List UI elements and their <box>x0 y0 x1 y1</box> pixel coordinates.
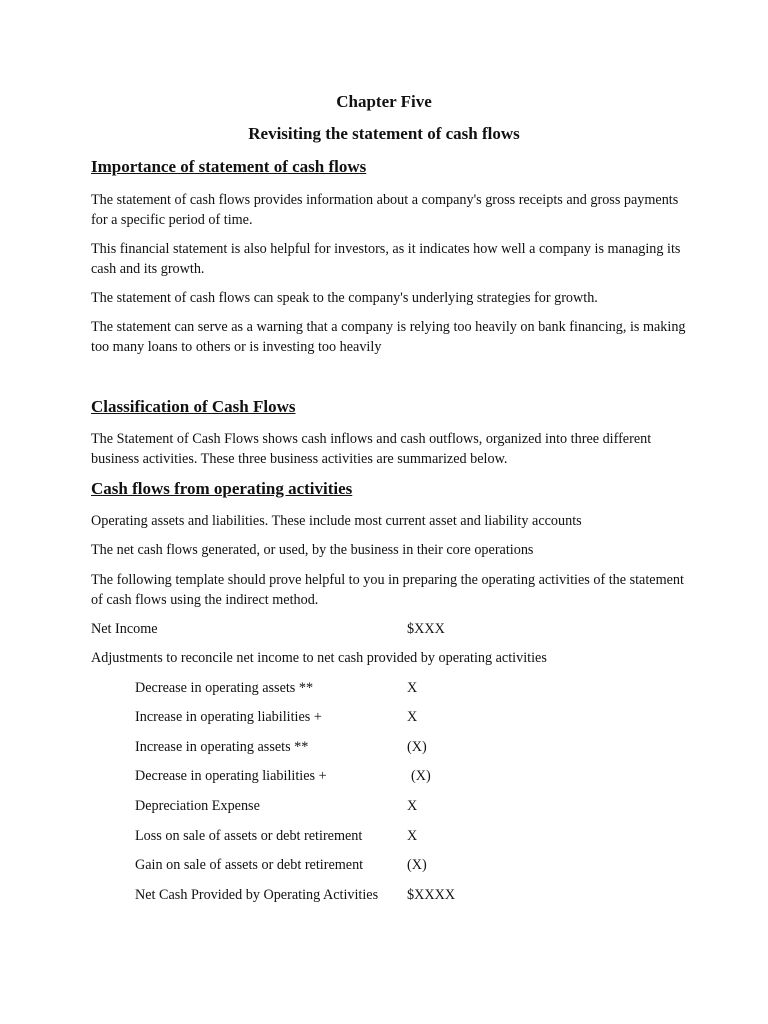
classification-heading: Classification of Cash Flows <box>91 397 296 416</box>
operating-paragraph-3: The following template should prove helpful to you in preparing the operating activities of the statement of cash flows using the indirect method. <box>91 572 684 608</box>
adjustment-label: Depreciation Expense <box>135 798 260 814</box>
net-cash-operating-label: Net Cash Provided by Operating Activities <box>135 887 379 903</box>
adjustment-label: Increase in operating assets ** <box>135 739 309 755</box>
importance-paragraph-2: This financial statement is also helpful for investors, as it indicates how well a company is managing its cash and its growth. <box>91 241 681 277</box>
net-income-value: $XXX <box>407 621 445 637</box>
adjustment-label: Increase in operating liabilities + <box>135 709 322 725</box>
adjustment-value: X <box>407 680 418 696</box>
adjustment-value: (X) <box>407 857 427 873</box>
adjustment-value: X <box>407 828 418 844</box>
adjustment-label: Decrease in operating assets ** <box>135 680 314 696</box>
classification-paragraph: The Statement of Cash Flows shows cash inflows and cash outflows, organized into three different business activities. These three business activities are summarized below. <box>91 431 652 467</box>
net-cash-operating-value: $XXXX <box>407 887 456 903</box>
adjustment-label: Gain on sale of assets or debt retirement <box>135 857 364 873</box>
adjustment-value: (X) <box>407 739 427 755</box>
operating-paragraph-2: The net cash flows generated, or used, by the business in their core operations <box>91 542 534 558</box>
importance-paragraph-3: The statement of cash flows can speak to the company's underlying strategies for growth. <box>91 290 598 306</box>
importance-paragraph-4: The statement can serve as a warning that a company is relying too heavily on bank financing, is making too many loans to others or is investing too heavily <box>91 319 686 355</box>
importance-heading: Importance of statement of cash flows <box>91 157 367 176</box>
operating-heading: Cash flows from operating activities <box>91 479 353 498</box>
chapter-subtitle: Revisiting the statement of cash flows <box>248 124 520 143</box>
operating-paragraph-1: Operating assets and liabilities. These include most current asset and liability accounts <box>91 513 582 529</box>
importance-paragraph-1: The statement of cash flows provides information about a company's gross receipts and gross payments for a specific period of time. <box>91 192 679 228</box>
adjustment-value: X <box>407 798 418 814</box>
adjustment-value: (X) <box>411 768 431 784</box>
net-income-label: Net Income <box>91 621 158 637</box>
adjustment-value: X <box>407 709 418 725</box>
adjustment-label: Loss on sale of assets or debt retirement <box>135 828 363 844</box>
adjustment-label: Decrease in operating liabilities + <box>135 768 327 784</box>
adjustments-label: Adjustments to reconcile net income to net cash provided by operating activities <box>91 650 547 666</box>
chapter-title: Chapter Five <box>336 92 432 111</box>
